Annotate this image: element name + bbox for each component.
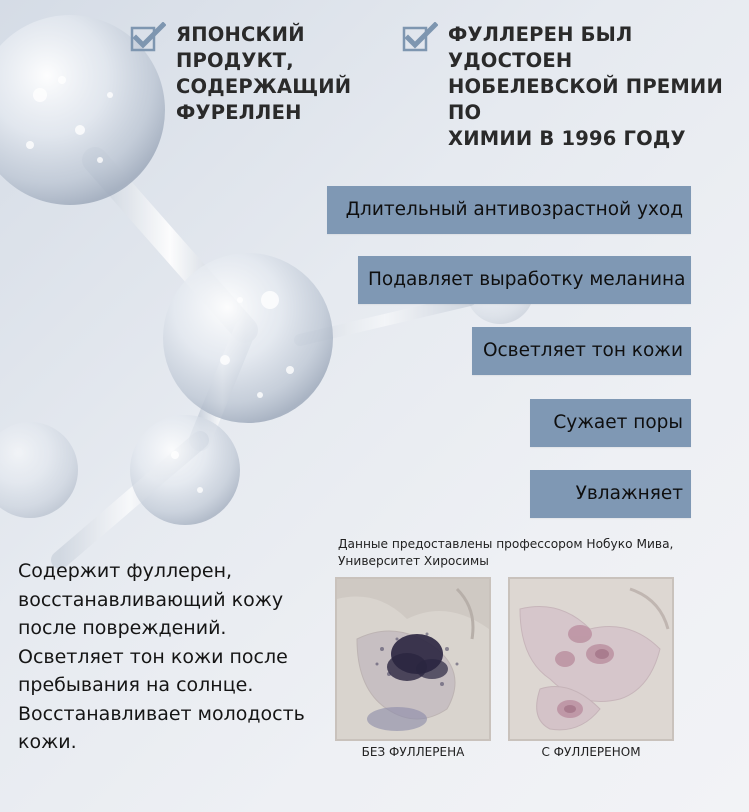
micrograph-without-fullerene	[335, 577, 491, 741]
benefit-moisturizing: Увлажняет	[530, 470, 691, 518]
checkbox-checked-icon	[130, 22, 166, 52]
feature-check-nobel-prize	[402, 22, 742, 152]
micrograph-with-fullerene	[508, 577, 674, 741]
benefit-melanin: Подавляет выработку меланина	[358, 256, 691, 304]
feature-check-japanese-product	[130, 22, 360, 126]
feature-text: ФУЛЛЕРЕН БЫЛ УДОСТОЕН НОБЕЛЕВСКОЙ ПРЕМИИ ПО ХИМИИ В 1996 ГОДУ	[448, 23, 723, 150]
product-description: Содержит фуллерен, восстанавливающий кожу после повреждений. Осветляет тон кожи после пребывания на солнце. Восстанавливает молодость кожи.	[18, 560, 305, 753]
micrograph-caption-without: БЕЗ ФУЛЛЕРЕНА	[361, 745, 465, 759]
source-note: Данные предоставлены профессором Нобуко Мива, Университет Хиросимы	[338, 537, 674, 568]
benefit-anti-age: Длительный антивозрастной уход	[327, 186, 691, 234]
checkbox-checked-icon	[402, 22, 438, 52]
cell-image	[510, 579, 672, 739]
micrograph-caption-with: С ФУЛЛЕРЕНОМ	[541, 745, 641, 759]
feature-text: ЯПОНСКИЙ ПРОДУКТ, СОДЕРЖАЩИЙ ФУРЕЛЛЕН	[176, 23, 352, 124]
cell-image	[337, 579, 489, 739]
benefit-pores: Сужает поры	[530, 399, 691, 447]
benefit-brightening: Осветляет тон кожи	[472, 327, 691, 375]
